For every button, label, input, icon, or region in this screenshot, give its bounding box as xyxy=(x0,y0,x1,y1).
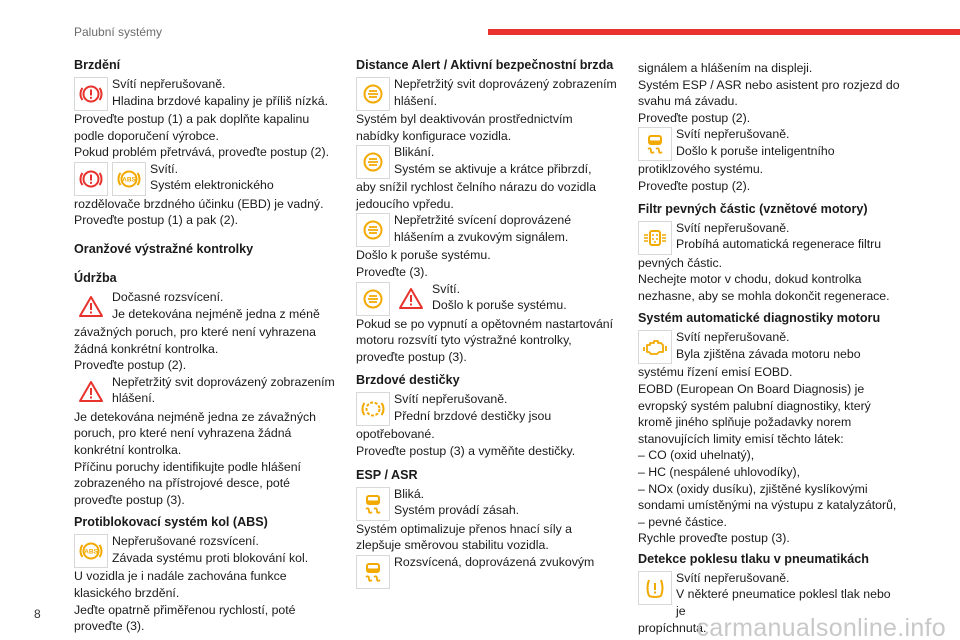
section-title-distance-alert: Distance Alert / Aktivní bezpečnostní brzda xyxy=(356,58,614,72)
paragraph: pevných částic. xyxy=(638,255,723,270)
item-text: V některé pneumatice poklesl tlak nebo je xyxy=(676,587,891,619)
paragraph: Pokud problém přetrvává, proveďte postup (2). xyxy=(74,145,329,160)
warning-triangle-icon xyxy=(74,290,108,324)
warning-item-brake-fluid xyxy=(74,76,336,111)
brake-warning-icon xyxy=(74,77,108,111)
collision-warning-icon xyxy=(356,77,390,111)
svg-text:ABS: ABS xyxy=(122,176,136,184)
item-text: Nepřetržité svícení doprovázené hlášením a zvukovým signálem. xyxy=(394,213,572,244)
column-1 xyxy=(74,54,336,635)
warning-item-dpf xyxy=(638,220,900,255)
section-title-brake-pads: Brzdové destičky xyxy=(356,373,460,388)
warning-item-tpms xyxy=(638,570,900,620)
paragraph: Proveďte postup (1) a pak doplňte kapalinu podle doporučení výrobce. xyxy=(74,112,310,143)
item-text: Rozsvícená, doprovázená zvukovým xyxy=(394,554,595,569)
paragraph: Systém ESP / ASR nebo asistent pro rozjezd do svahu má závadu. xyxy=(638,77,900,109)
watermark: carmanualsonline.info xyxy=(696,614,946,640)
item-text: Systém provádí zásah. xyxy=(394,503,520,518)
skidding-car-icon xyxy=(638,127,672,161)
paragraph: opotřebované. xyxy=(356,427,435,442)
section-title-tpms: Detekce poklesu tlaku v pneumatikách xyxy=(638,551,869,566)
column-2 xyxy=(356,54,618,589)
warning-item-da-1 xyxy=(356,76,618,111)
warning-item-abs xyxy=(74,533,336,568)
paragraph: závažných poruch, pro které není vyhrazena žádná konkrétní kontrolka. xyxy=(74,324,316,356)
item-text: Probíhá automatická regenerace filtru xyxy=(676,237,882,252)
item-text: Svítí nepřerušovaně. xyxy=(676,127,790,142)
collision-warning-icon xyxy=(356,282,390,316)
item-text: Svítí. xyxy=(432,281,461,296)
item-text: Je detekována nejméně jedna z méně xyxy=(112,306,320,321)
list-item: – CO (oxid uhelnatý), xyxy=(638,448,755,463)
paragraph: Nechejte motor v chodu, dokud kontrolka nezhasne, aby se mohla dokončit regenerace. xyxy=(638,272,890,303)
item-text: Hladina brzdové kapaliny je příliš nízká. xyxy=(112,93,328,108)
list-item: – HC (nespálené uhlovodíky), xyxy=(638,464,800,479)
item-text: Došlo k poruše systému. xyxy=(432,298,567,313)
warning-item-maintenance xyxy=(74,289,336,324)
item-text: Svítí nepřerušovaně. xyxy=(676,220,790,235)
paragraph: Proveďte postup (3) a vyměňte destičky. xyxy=(356,443,576,458)
section-title-brzdeni: Brzdění xyxy=(74,58,121,72)
paragraph: rozdělovače brzdného účinku (EBD) je vadný. xyxy=(74,196,324,211)
paragraph: Pokud se po vypnutí a opětovném nastartování motoru rozsvítí tyto výstražné kontrolky, proveďte postup (3). xyxy=(356,316,614,364)
paragraph: Proveďte postup (2). xyxy=(638,110,751,125)
svg-text:ABS: ABS xyxy=(84,548,98,556)
engine-icon xyxy=(638,330,672,364)
paragraph: Rychle proveďte postup (3). xyxy=(638,531,790,546)
paragraph: Systém optimalizuje přenos hnací síly a zlepšuje směrovou stabilitu vozidla. xyxy=(356,521,572,553)
abs-warning-icon xyxy=(74,534,108,568)
item-text: Svítí nepřerušovaně. xyxy=(676,330,790,345)
warning-item-maintenance-2 xyxy=(74,374,336,409)
column-3 xyxy=(638,54,900,636)
item-text: Bliká. xyxy=(394,486,425,501)
section-title-abs: Protiblokovací systém kol (ABS) xyxy=(74,515,268,530)
item-text: Dočasné rozsvícení. xyxy=(112,289,224,304)
paragraph: aby snížil rychlost čelního nárazu do vozidla jedoucího vpředu. xyxy=(356,180,596,211)
paragraph: Je detekována nejméně jedna ze závažných poruch, pro které není vyhrazena žádná konkrétní kontrolka. xyxy=(74,409,316,457)
section-title-udrzba: Údržba xyxy=(74,270,117,285)
paragraph: protiklzového systému. xyxy=(638,162,764,177)
paragraph: EOBD (European On Board Diagnosis) je evropský systém palubní diagnostiky, který kromě jiného splňuje požadavky norem stanovujících limity emisí těchto látek: xyxy=(638,381,871,446)
page-number: 8 xyxy=(34,607,41,621)
collision-warning-icon xyxy=(356,145,390,179)
warning-item-brake-pads xyxy=(356,391,618,426)
tyre-pressure-icon xyxy=(638,571,672,605)
item-text: Svítí nepřerušovaně. xyxy=(676,570,790,585)
paragraph: Příčinu poruchy identifikujte podle hlášení zobrazeného na přístrojové desce, poté proveďte postup (3). xyxy=(74,459,301,507)
list-item: – pevné částice. xyxy=(638,514,727,529)
page-header-title: Palubní systémy xyxy=(74,25,163,39)
abs-warning-icon xyxy=(112,162,146,196)
item-text: Nepřetržitý svit doprovázený zobrazením hlášení. xyxy=(112,374,335,406)
warning-item-eobd xyxy=(638,329,900,364)
collision-warning-icon xyxy=(356,213,390,247)
item-text: Nepřerušované rozsvícení. xyxy=(112,534,259,549)
paragraph: signálem a hlášením na displeji. xyxy=(638,61,813,75)
item-text: Závada systému proti blokování kol. xyxy=(112,550,309,565)
paragraph: Proveďte postup (1) a pak (2). xyxy=(74,213,239,228)
item-text: Byla zjištěna závada motoru nebo xyxy=(676,346,861,361)
brake-pads-icon xyxy=(356,392,390,426)
warning-triangle-icon xyxy=(394,282,428,316)
warning-item-grip xyxy=(638,126,900,161)
paragraph: systému řízení emisí EOBD. xyxy=(638,365,793,380)
section-title-esp: ESP / ASR xyxy=(356,467,418,482)
skidding-car-icon xyxy=(356,555,390,589)
skidding-car-icon xyxy=(356,487,390,521)
warning-item-da-3 xyxy=(356,212,618,247)
paragraph: Jeďte opatrně přiměřenou rychlostí, poté proveďte (3). xyxy=(74,602,296,634)
warning-triangle-icon xyxy=(74,375,108,409)
section-title-orange: Oranžové výstražné kontrolky xyxy=(74,241,254,256)
paragraph: Systém byl deaktivován prostřednictvím nabídky konfigurace vozidla. xyxy=(356,112,573,143)
brake-warning-icon xyxy=(74,162,108,196)
warning-item-esp-2 xyxy=(356,554,618,589)
paragraph: Došlo k poruše systému. xyxy=(356,248,491,263)
paragraph: propíchnutá. xyxy=(638,620,707,635)
warning-item-da-2 xyxy=(356,144,618,179)
paragraph: Proveďte (3). xyxy=(356,264,428,279)
warning-item-da-4 xyxy=(356,281,618,316)
section-title-dpf: Filtr pevných částic (vznětové motory) xyxy=(638,201,868,216)
item-text: Svítí nepřerušovaně. xyxy=(112,77,226,91)
header-accent-bar xyxy=(488,29,960,35)
item-text: Přední brzdové destičky jsou xyxy=(394,408,552,423)
paragraph: Proveďte postup (2). xyxy=(638,178,751,193)
item-text: Došlo k poruše inteligentního xyxy=(676,143,835,158)
list-item: – NOx (oxidy dusíku), zjištěné kyslíkovými sondami umístěnými na výstupu z katalyzátorů, xyxy=(638,481,897,513)
item-text: Systém elektronického xyxy=(150,178,274,193)
paragraph: U vozidla je i nadále zachována funkce klasického brzdění. xyxy=(74,569,287,600)
warning-item-esp xyxy=(356,486,618,521)
warning-item-ebd xyxy=(74,161,336,196)
item-text: Svítí nepřerušovaně. xyxy=(394,392,508,407)
item-text: Nepřetržitý svit doprovázený zobrazením hlášení. xyxy=(394,77,617,108)
item-text: Systém se aktivuje a krátce přibrzdí, xyxy=(394,161,592,176)
paragraph: Proveďte postup (2). xyxy=(74,358,187,373)
section-title-eobd: Systém automatické diagnostiky motoru xyxy=(638,311,881,326)
item-text: Blikání. xyxy=(394,145,435,160)
particle-filter-icon xyxy=(638,221,672,255)
item-text: Svítí. xyxy=(150,161,179,176)
